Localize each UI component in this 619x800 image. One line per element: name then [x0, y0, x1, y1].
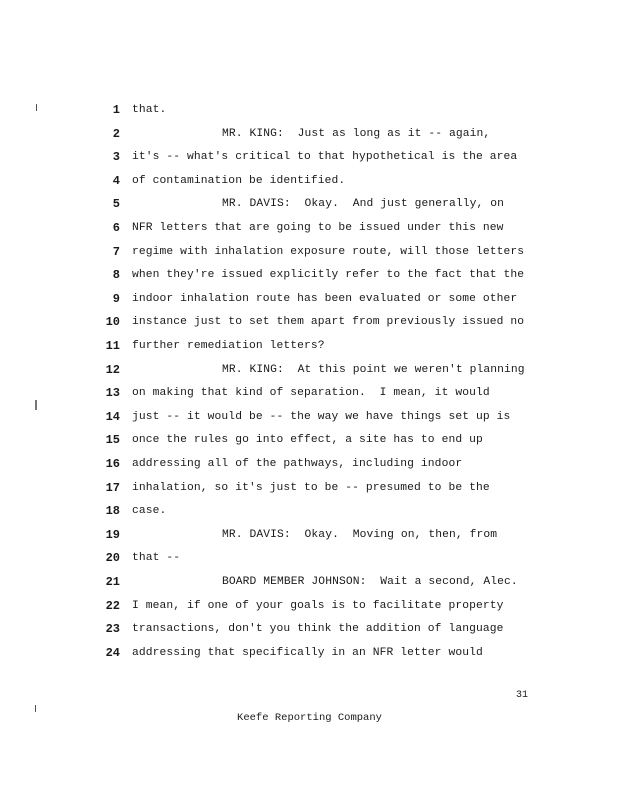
- line-text: when they're issued explicitly refer to the fact that the: [132, 269, 525, 282]
- transcript-line: [0, 383, 619, 403]
- transcript-line: [0, 242, 619, 262]
- line-number: 9: [112, 291, 120, 306]
- line-text: MR. KING: At this point we weren't planning: [222, 363, 525, 376]
- line-number: 7: [112, 244, 120, 259]
- line-number: 24: [105, 645, 120, 660]
- line-text: further remediation letters?: [132, 340, 325, 352]
- transcript-line: [0, 643, 619, 663]
- transcript-line: [0, 147, 619, 167]
- line-number: 21: [105, 575, 120, 589]
- line-number: 23: [105, 622, 120, 637]
- line-text: addressing that specifically in an NFR letter would: [132, 646, 483, 659]
- transcript-line: [0, 265, 619, 285]
- line-text: MR. DAVIS: Okay. And just generally, on: [222, 198, 505, 211]
- line-number: 20: [105, 551, 120, 566]
- line-number: 18: [105, 504, 120, 519]
- transcript-line: [0, 572, 619, 592]
- line-text: on making that kind of separation. I mean, it would: [132, 387, 490, 400]
- line-text: regime with inhalation exposure route, will those letters: [132, 245, 525, 258]
- transcript-line: [0, 596, 619, 616]
- transcript-line: [0, 548, 619, 568]
- line-number: 22: [105, 598, 120, 613]
- margin-mark: [35, 400, 37, 410]
- line-number: 17: [105, 480, 120, 495]
- transcript-line: [0, 430, 619, 450]
- line-number: 11: [105, 339, 120, 353]
- transcript-line: [0, 360, 619, 380]
- line-number: 10: [105, 315, 120, 330]
- line-text: MR. DAVIS: Okay. Moving on, then, from: [222, 528, 498, 541]
- transcript-line: [0, 312, 619, 332]
- footer-reporter: Keefe Reporting Company: [237, 712, 382, 724]
- line-text: I mean, if one of your goals is to facilitate property: [132, 599, 504, 612]
- line-number: 15: [105, 433, 120, 448]
- line-text: once the rules go into effect, a site has to end up: [132, 434, 483, 447]
- transcript-line: [0, 619, 619, 639]
- line-number: 1: [112, 103, 120, 117]
- line-text: transactions, don't you think the addition of language: [132, 623, 504, 636]
- margin-mark: [35, 705, 36, 712]
- line-number: 2: [112, 126, 120, 141]
- line-text: addressing all of the pathways, including indoor: [132, 458, 463, 470]
- line-text: just -- it would be -- the way we have things set up is: [132, 410, 511, 423]
- line-text: that.: [132, 104, 167, 116]
- transcript-line: [0, 478, 619, 498]
- line-number: 5: [112, 197, 120, 212]
- margin-mark: [36, 104, 37, 111]
- line-text: that --: [132, 552, 181, 565]
- line-number: 4: [112, 173, 120, 188]
- transcript-line: [0, 336, 619, 356]
- transcript-line: [0, 171, 619, 191]
- line-text: inhalation, so it's just to be -- presumed to be the: [132, 481, 490, 494]
- transcript-line: [0, 501, 619, 521]
- transcript-line: [0, 124, 619, 144]
- line-text: NFR letters that are going to be issued under this new: [132, 222, 504, 234]
- line-number: 3: [112, 150, 120, 165]
- line-text: MR. KING: Just as long as it -- again,: [222, 127, 491, 140]
- line-text: BOARD MEMBER JOHNSON: Wait a second, Alec.: [222, 576, 518, 588]
- line-text: indoor inhalation route has been evaluated or some other: [132, 292, 518, 305]
- transcript-line: [0, 525, 619, 545]
- line-text: instance just to set them apart from previously issued no: [132, 316, 525, 329]
- transcript-line: [0, 454, 619, 474]
- line-number: 14: [105, 409, 120, 424]
- page-number: 31: [516, 690, 529, 701]
- line-number: 13: [105, 386, 120, 401]
- line-number: 12: [105, 362, 120, 377]
- transcript-line: [0, 407, 619, 427]
- line-number: 6: [112, 221, 120, 235]
- transcript-line: [0, 289, 619, 309]
- line-text: case.: [132, 505, 167, 518]
- transcript-line: [0, 218, 619, 238]
- line-number: 8: [112, 268, 120, 283]
- line-text: it's -- what's critical to that hypothetical is the area: [132, 151, 518, 164]
- transcript-line: [0, 100, 619, 120]
- line-number: 16: [105, 457, 120, 471]
- line-text: of contamination be identified.: [132, 174, 346, 187]
- line-number: 19: [105, 527, 120, 542]
- transcript-line: [0, 194, 619, 214]
